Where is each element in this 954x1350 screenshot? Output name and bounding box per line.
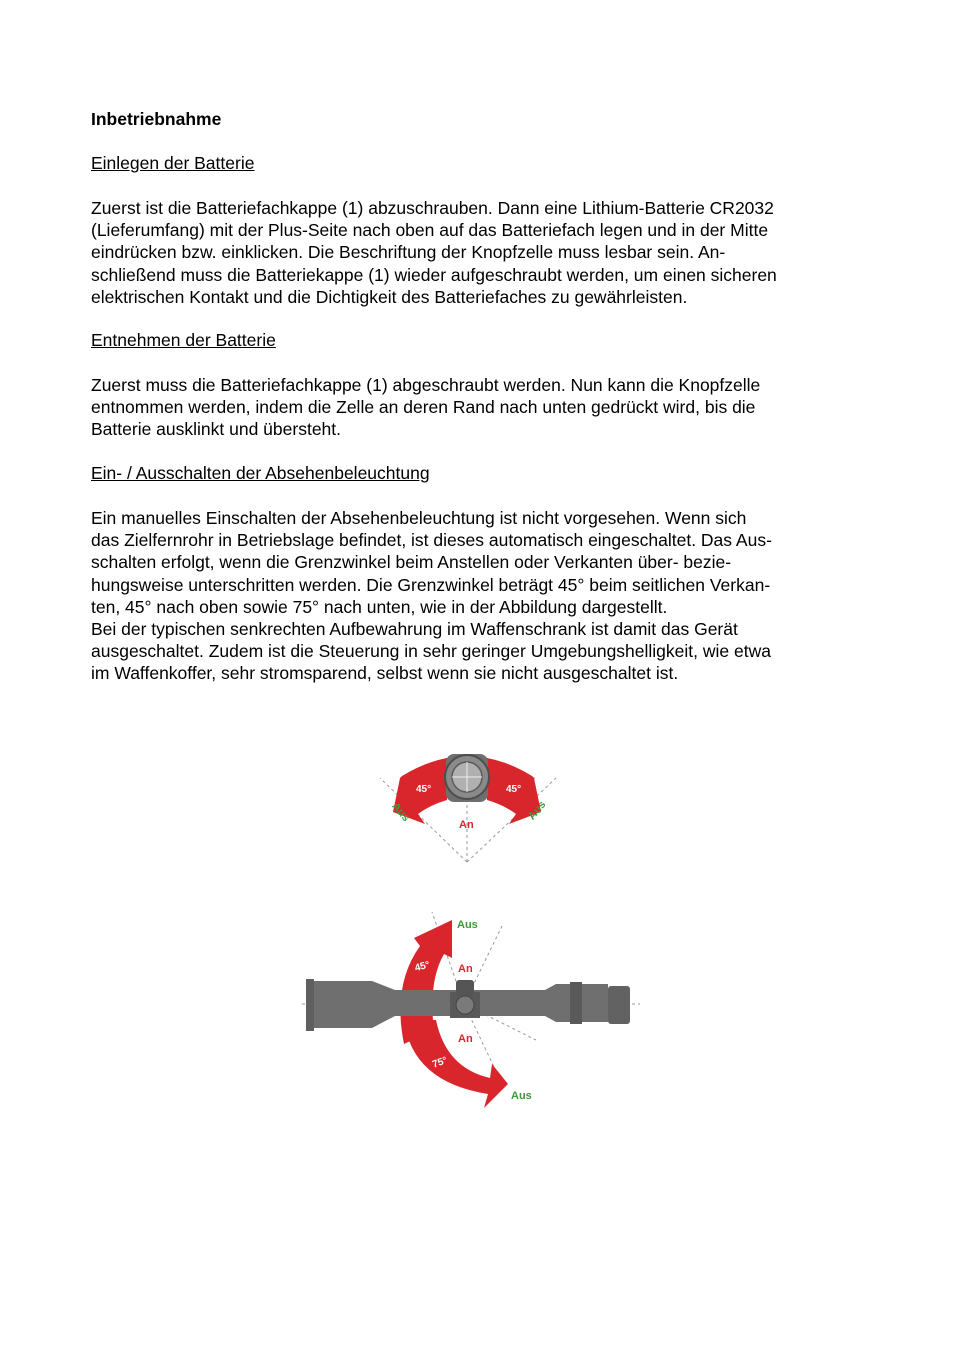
label-on-top: An (458, 963, 473, 975)
section-subtitle-remove-battery: Entnehmen der Batterie (91, 330, 276, 350)
text-line: schließend muss die Batteriekappe (1) wieder aufgeschraubt werden, um einen sicheren (91, 264, 777, 285)
tilt-angle-figure (302, 912, 640, 1108)
text-line: im Waffenkoffer, sehr stromsparend, selbst wenn sie nicht ausgeschaltet ist. (91, 663, 679, 684)
text-line: schalten erfolgt, wenn die Grenzwinkel beim Anstellen oder Verkanten über- bezie- (91, 552, 732, 573)
text-line: Zuerst muss die Batteriefachkappe (1) abgeschraubt werden. Nun kann die Knopfzelle (91, 375, 761, 395)
label-off-left: Aus (389, 800, 412, 824)
text-line: entnommen werden, indem die Zelle an deren Rand nach unten gedrückt wird, bis die (91, 397, 756, 418)
text-line: ten, 45° nach oben sowie 75° nach unten, wie in der Abbildung dargestellt. (91, 596, 668, 617)
label-off-bottom: Aus (511, 1090, 532, 1102)
angle-label-up: 45° (413, 959, 432, 975)
label-on-front: An (459, 819, 474, 831)
text-line: (Lieferumfang) mit der Plus-Seite nach oben auf das Batteriefach legen und in der Mitte (91, 220, 769, 241)
text-line: das Zielfernrohr in Betriebslage befindet, ist dieses automatisch eingeschaltet. Das Aus- (91, 530, 772, 551)
text-line: hungsweise unterschritten werden. Die Grenzwinkel beträgt 45° beim seitlichen Verkan- (91, 574, 771, 595)
text-line: eindrücken bzw. einklicken. Die Beschriftung der Knopfzelle muss lesbar sein. An- (91, 242, 726, 263)
label-off-right: Aus (525, 798, 549, 823)
text-line: elektrischen Kontakt und die Dichtigkeit des Batteriefaches zu gewährleisten. (91, 286, 688, 307)
scope-side-view (306, 979, 630, 1031)
angle-label-down: 75° (430, 1055, 449, 1071)
label-on-bottom: An (458, 1033, 473, 1045)
text-line: ausgeschaltet. Zudem ist die Steuerung in sehr geringer Umgebungshelligkeit, wie etwa (91, 641, 771, 662)
angle-label-left: 45° (416, 784, 432, 795)
text-line: Ein manuelles Einschalten der Absehenbeleuchtung ist nicht vorgesehen. Wenn sich (91, 508, 747, 528)
section-subtitle-illumination: Ein- / Ausschalten der Absehenbeleuchtung (91, 463, 430, 483)
angle-label-right: 45° (506, 784, 522, 795)
scope-front-view (445, 754, 489, 802)
label-off-top: Aus (457, 919, 478, 931)
page-title: Inbetriebnahme (91, 109, 222, 129)
text-line: Batterie ausklinkt und übersteht. (91, 419, 342, 440)
text-line: Zuerst ist die Batteriefachkappe (1) abzuschrauben. Dann eine Lithium-Batterie CR2032 (91, 198, 774, 218)
section-subtitle-insert-battery: Einlegen der Batterie (91, 153, 255, 173)
text-line: Bei der typischen senkrechten Aufbewahrung im Waffenschrank ist damit das Gerät (91, 619, 738, 640)
